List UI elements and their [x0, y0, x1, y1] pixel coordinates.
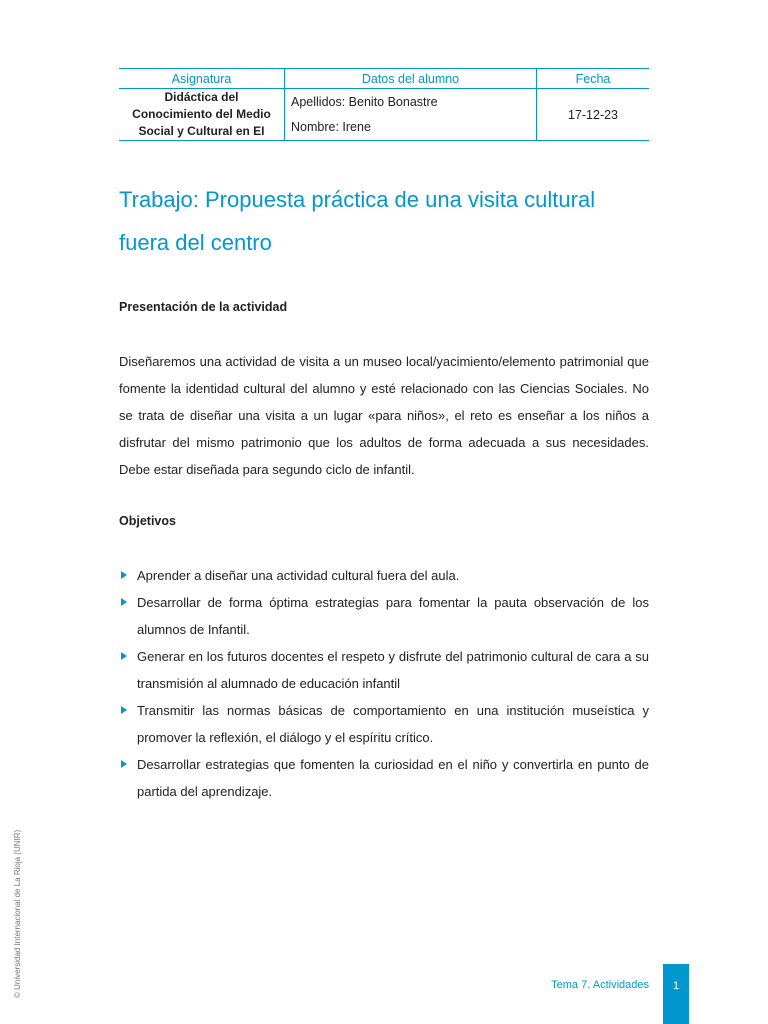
triangle-bullet-icon [121, 706, 127, 714]
student-name: Nombre: Irene [291, 119, 371, 134]
triangle-bullet-icon [121, 571, 127, 579]
objective-text: Generar en los futuros docentes el respeto y disfrute del patrimonio cultural de cara a su transmisión al alumnado de educación infantil [137, 649, 649, 691]
page-number: 1 [663, 964, 689, 1024]
date-cell: 17-12-23 [537, 89, 650, 141]
header-student: Datos del alumno [285, 69, 537, 89]
student-cell [285, 89, 537, 141]
subject-cell [119, 89, 285, 141]
subject-line: Didáctica del [164, 90, 239, 104]
list-item [119, 751, 649, 805]
triangle-bullet-icon [121, 652, 127, 660]
student-surname: Apellidos: Benito Bonastre [291, 94, 438, 109]
footer-topic: Tema 7. Actividades [551, 979, 649, 991]
objective-text: Aprender a diseñar una actividad cultural fuera del aula. [137, 568, 460, 583]
document-title [119, 178, 659, 264]
header-subject: Asignatura [119, 69, 285, 89]
title-line: Trabajo: Propuesta práctica de una visita cultural [119, 187, 596, 212]
triangle-bullet-icon [121, 760, 127, 768]
objectives-list [119, 562, 649, 805]
objective-text: Desarrollar de forma óptima estrategias para fomentar la pauta observación de los alumnos de Infantil. [137, 595, 649, 637]
objective-text: Desarrollar estrategias que fomenten la curiosidad en el niño y convertirla en punto de partida del aprendizaje. [137, 757, 649, 799]
list-item [119, 562, 649, 589]
objective-text: Transmitir las normas básicas de comportamiento en una institución museística y promover la reflexión, el diálogo y el espíritu crítico. [137, 703, 649, 745]
subject-line: Conocimiento del Medio [132, 107, 271, 121]
list-item [119, 697, 649, 751]
header-table [119, 68, 649, 141]
data-row [119, 89, 649, 141]
list-item [119, 589, 649, 643]
title-line: fuera del centro [119, 230, 272, 255]
presentation-paragraph: Diseñaremos una actividad de visita a un museo local/yacimiento/elemento patrimonial que fomente la identidad cultural del alumno y esté relacionado con las Ciencias Sociales. No se trata de diseñar una visita a un lugar «para niños», el reto es enseñar a los niños a disfrutar del mismo patrimonio que los adultos de forma adecuada a sus necesidades. Debe estar diseñada para segundo ciclo de infantil. [119, 354, 649, 477]
objectives-heading: Objetivos [119, 514, 176, 528]
list-item [119, 643, 649, 697]
header-row [119, 69, 649, 89]
subject-line: Social y Cultural en EI [138, 124, 265, 138]
copyright-notice: © Universidad Internacional de La Rioja (UNIR) [13, 829, 22, 998]
header-date: Fecha [537, 69, 650, 89]
presentation-heading: Presentación de la actividad [119, 300, 288, 314]
triangle-bullet-icon [121, 598, 127, 606]
